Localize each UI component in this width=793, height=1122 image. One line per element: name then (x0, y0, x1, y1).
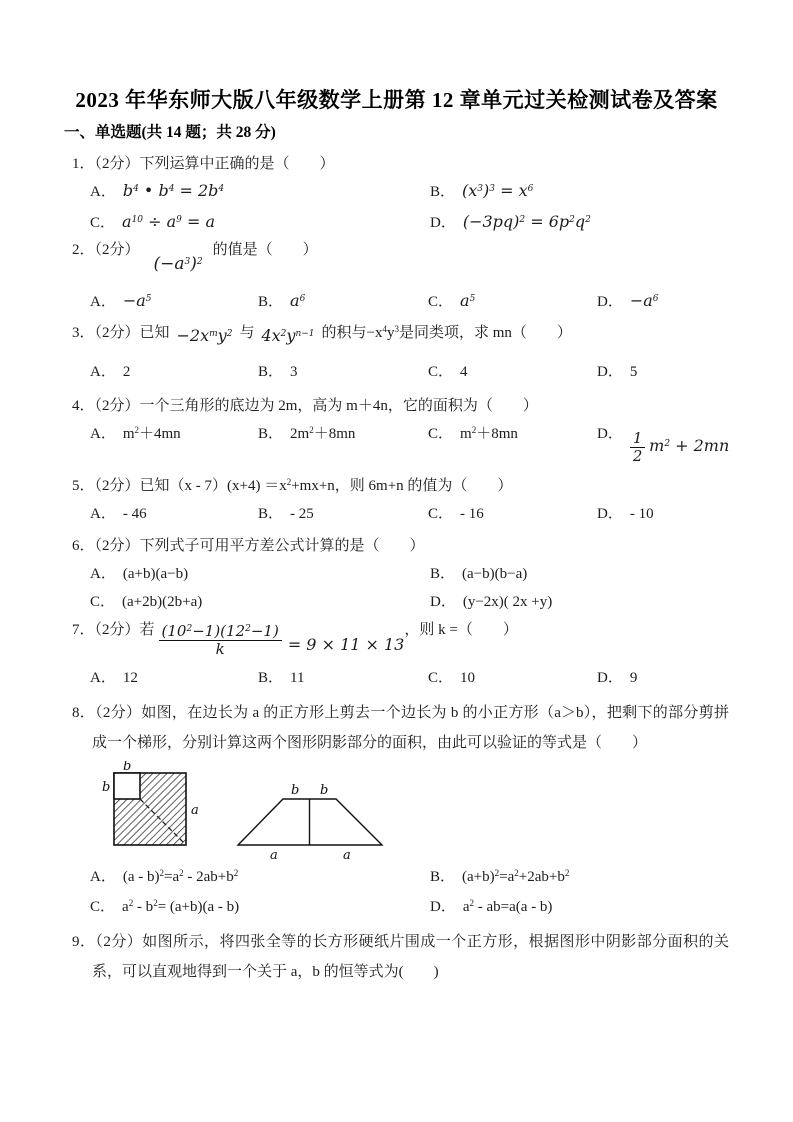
fraction-numerator: $(10^2-1)(12^2-1)$ (159, 623, 282, 641)
q3-stem-suffix: 的积与$-x^4y^3$是同类项，求 mn（ ） (321, 324, 572, 341)
fraction-denominator: k (215, 640, 225, 659)
q7-option-a (90, 667, 258, 689)
option-text: $m^2+4mn$ (122, 425, 181, 442)
q1-options-row-2 (90, 211, 729, 234)
q7-option-d (597, 667, 729, 689)
option-label: C． (428, 426, 454, 442)
fraction-numerator: 1 (630, 430, 646, 448)
question-4 (64, 394, 729, 465)
q8-option-d (430, 896, 729, 918)
option-label: B． (430, 869, 456, 885)
trapezoid-bottom-right-label: a (343, 848, 351, 861)
q4-option-a (90, 423, 258, 445)
option-label: D． (430, 899, 456, 915)
q2-stem (72, 238, 729, 282)
q4-option-d (597, 423, 729, 466)
option-formula: $a^5$ (460, 291, 476, 310)
q8-option-a (90, 866, 430, 888)
q8-option-c (90, 896, 430, 918)
square-top-label: b (123, 761, 132, 774)
q7-equation-rhs: = 9 × 11 × 13 (287, 635, 405, 654)
q3-option-a (90, 361, 258, 383)
option-formula: $(-3pq)^2 = 6p^2q^2$ (462, 212, 591, 231)
question-9 (64, 927, 729, 987)
option-text: 10 (460, 670, 476, 686)
option-label: A． (90, 184, 116, 200)
option-label: C． (90, 594, 116, 610)
option-formula: $-a^6$ (629, 291, 659, 310)
q1-option-d (430, 211, 729, 234)
fraction-denominator: 2 (632, 447, 643, 466)
small-cut-square (114, 773, 140, 799)
option-label: C． (428, 364, 454, 380)
option-text: 11 (290, 670, 305, 686)
q3-stem-mid: 与 (239, 325, 255, 341)
q4-options (90, 423, 729, 465)
q8-stem: 8．（2分）如图，在边长为 a 的正方形上剪去一个边长为 b 的小正方形（a＞b），把剩下的部分剪拼成一个梯形，分别计算这两个图形阴影部分的面积，由此可以验证的等式是（ ） (72, 705, 729, 751)
q2-stem-suffix: 的值是（ ） (212, 242, 318, 258)
q7-option-b (258, 667, 428, 689)
option-label: B． (430, 184, 456, 200)
question-6 (64, 534, 729, 613)
option-text: 9 (629, 670, 638, 686)
square-left-label: b (102, 780, 111, 795)
q1-option-c (90, 211, 430, 234)
option-text: - 10 (629, 506, 654, 522)
option-text: 3 (290, 364, 298, 380)
option-formula: $a^6$ (290, 291, 306, 310)
q6-options-row-1 (90, 563, 729, 585)
option-label: A． (90, 294, 116, 310)
q8-options-row-2 (90, 896, 729, 918)
q7-options (90, 667, 729, 689)
q5-options (90, 503, 729, 525)
question-7 (64, 618, 729, 689)
fraction (630, 430, 646, 466)
q3-formula-2: $4x^2y^{n-1}$ (261, 326, 315, 345)
option-text: 4 (460, 364, 468, 380)
page-title: 2023 年华东师大版八年级数学上册第 12 章单元过关检测试卷及答案 (75, 88, 718, 112)
q7-stem-prefix: 7．（2分）若 (72, 622, 155, 638)
question-5 (64, 474, 729, 525)
q2-option-b (258, 290, 428, 313)
q1-option-b (430, 180, 729, 203)
question-2 (64, 238, 729, 313)
question-3 (64, 321, 729, 383)
q3-option-b (258, 361, 428, 383)
option-text: - 25 (290, 506, 314, 522)
option-label: D． (597, 670, 623, 686)
fraction-rest: $m^2 + 2mn$ (649, 436, 730, 456)
q1-option-a (90, 180, 430, 203)
option-label: A． (90, 426, 116, 442)
q3-option-c (428, 361, 597, 383)
option-label: D． (597, 426, 623, 442)
option-formula: $a^{10} \div a^9 = a$ (122, 212, 215, 231)
q3-stem-prefix: 3．（2分）已知 (72, 325, 170, 341)
option-text: - 46 (122, 506, 147, 522)
q5-option-a (90, 503, 258, 525)
trapezoid-top-left-label: b (291, 783, 300, 798)
q5-option-b (258, 503, 428, 525)
option-label: B． (258, 670, 284, 686)
option-label: B． (430, 566, 456, 582)
option-label: A． (90, 869, 116, 885)
option-label: A． (90, 506, 116, 522)
option-text: (a+b)(a−b) (122, 566, 189, 582)
option-text: - 16 (460, 506, 484, 522)
q1-options-row-1 (90, 180, 729, 203)
trapezoid-top-right-label: b (320, 783, 329, 798)
q2-option-c (428, 290, 597, 313)
q3-options (90, 361, 729, 383)
option-label: C． (428, 294, 454, 310)
q7-fraction (159, 623, 282, 659)
option-label: D． (430, 215, 456, 231)
q9-stem: 9．（2分）如图所示，将四张全等的长方形硬纸片围成一个正方形，根据图形中阴影部分面积的关系，可以直观地得到一个关于 a，b 的恒等式为( ) (72, 934, 729, 980)
q6-option-a (90, 563, 430, 585)
square-right-label: a (191, 803, 199, 818)
option-text: $m^2+8mn$ (460, 425, 518, 442)
q1-stem: 1．（2分）下列运算中正确的是（ ） (72, 156, 335, 172)
square-figure (94, 761, 206, 861)
option-label: C． (90, 215, 116, 231)
option-formula: $b^4$ • $b^4 = 2b^4$ (122, 181, 225, 200)
q7-option-c (428, 667, 597, 689)
q5-option-d (597, 503, 729, 525)
option-text: 5 (629, 364, 638, 380)
q6-options-row-2 (90, 591, 729, 613)
q6-option-c (90, 591, 430, 613)
option-label: B． (258, 364, 284, 380)
option-label: B． (258, 426, 284, 442)
q3-stem (72, 321, 729, 348)
q4-option-c (428, 423, 597, 445)
option-text: (a−b)(b−a) (462, 566, 528, 582)
option-formula: $-a^5$ (122, 291, 152, 310)
q4-option-b (258, 423, 428, 445)
option-text: (a+2b)(2b+a) (122, 594, 203, 610)
option-label: B． (258, 294, 284, 310)
option-label: D． (597, 364, 623, 380)
q2-options (90, 290, 729, 313)
q7-stem-suffix: ，则 k =（ ） (404, 622, 518, 638)
q6-option-b (430, 563, 729, 585)
q5-option-c (428, 503, 597, 525)
q6-option-d (430, 591, 729, 613)
question-8 (64, 698, 729, 918)
option-label: A． (90, 670, 116, 686)
option-text: $a^2 - b^2= (a+b)(a - b)$ (122, 898, 240, 915)
q2-option-a (90, 290, 258, 313)
q2-option-d (597, 290, 729, 313)
q5-stem: 5．（2分）已知$(x - 7)(x+4) =x^2+mx+n$，则 6m+n 的值为（ ） (72, 477, 513, 494)
option-label: A． (90, 566, 116, 582)
q7-stem (72, 618, 729, 664)
option-label: D． (597, 506, 623, 522)
q3-option-d (597, 361, 729, 383)
q4-stem: 4．（2分）一个三角形的底边为 2m，高为 m＋4n，它的面积为（ ） (72, 398, 538, 414)
option-label: D． (430, 594, 456, 610)
option-text: 2 (122, 364, 131, 380)
q8-figure (94, 761, 729, 861)
option-formula (630, 430, 729, 466)
trapezoid-figure (230, 761, 390, 861)
option-label: C． (90, 899, 116, 915)
option-label: B． (258, 506, 284, 522)
q2-stem-prefix: 2．（2分） (72, 242, 140, 258)
option-label: C． (428, 670, 454, 686)
option-text: $(a - b)^2=a^2 - 2ab+b^2$ (122, 868, 239, 885)
q8-options-row-1 (90, 866, 729, 888)
q2-formula: $(-a^3)^2$ (153, 254, 203, 274)
section-heading: 一、单选题(共 14 题；共 28 分) (64, 124, 276, 141)
option-text: (y−2x)( 2x +y) (462, 594, 553, 610)
option-formula: $(x^3)^3 = x^6$ (462, 181, 534, 200)
option-text: $a^2 - ab=a(a - b)$ (462, 898, 553, 915)
q8-option-b (430, 866, 729, 888)
q6-stem: 6．（2分）下列式子可用平方差公式计算的是（ ） (72, 538, 425, 554)
option-label: A． (90, 364, 116, 380)
option-text: 12 (122, 670, 138, 686)
q3-formula-1: $-2x^my^2$ (176, 326, 233, 345)
option-text: $2m^2+8mn$ (290, 425, 356, 442)
question-1 (64, 152, 729, 234)
option-label: D． (597, 294, 623, 310)
option-text: $(a+b)^2=a^2+2ab+b^2$ (462, 868, 570, 885)
option-label: C． (428, 506, 454, 522)
trapezoid-bottom-left-label: a (270, 848, 278, 861)
